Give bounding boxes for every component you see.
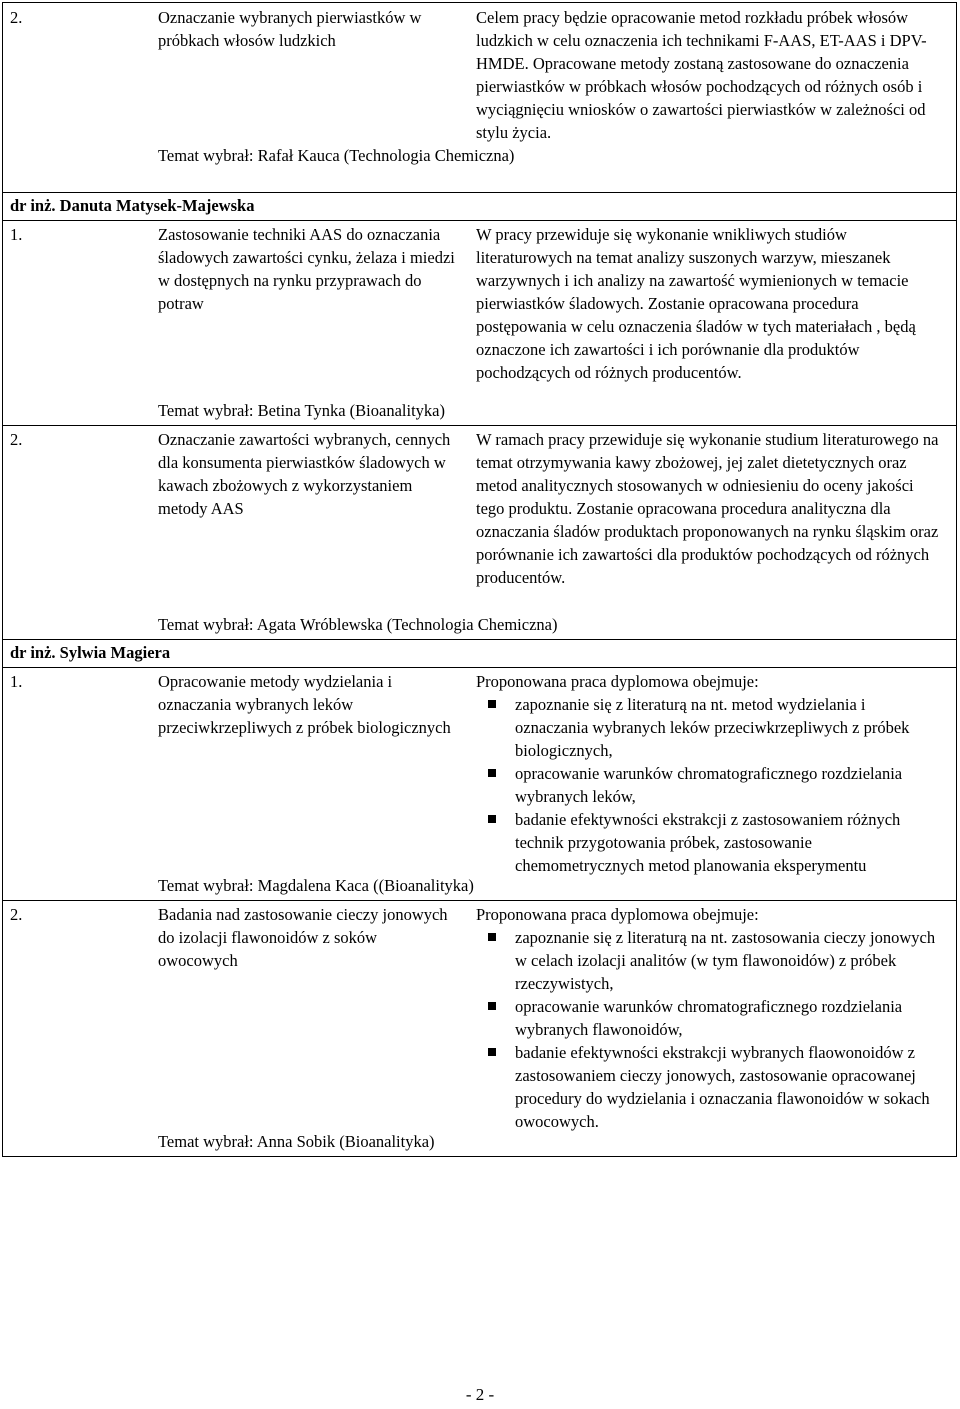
topic-title: Oznaczanie zawartości wybranych, cennych dla konsumenta pierwiastków śladowych w kawach zbożowych z wykorzystaniem metody AAS (158, 430, 451, 518)
bullet-list (476, 693, 942, 877)
bullet-item: zapoznanie się z literaturą na nt. metod wydzielania i oznaczania wybranych leków przeciwkrzepliwych z próbek biologicznych, (476, 693, 942, 762)
page-number: - 2 - (465, 1385, 495, 1404)
topic-cell (3, 668, 957, 901)
bullet-item: badanie efektywności ekstrakcji wybranych flaowonoidów z zastosowaniem cieczy jonowych, zastosowanie opracowanej procedury do wydzielania i oznaczania flawonoidów w sokach owocowych. (476, 1041, 942, 1133)
topic-chosen-by: Temat wybrał: Agata Wróblewska (Technologia Chemiczna) (158, 615, 558, 634)
topic-description (476, 670, 956, 877)
topic-chosen-by: Temat wybrał: Betina Tynka (Bioanalityka) (158, 401, 445, 420)
topic-title: Oznaczanie wybranych pierwiastków w próbkach włosów ludzkich (158, 8, 422, 50)
supervisor-name: dr inż. Danuta Matysek-Majewska (10, 196, 255, 215)
topic-cell (3, 3, 957, 193)
bullet-item: opracowanie warunków chromatograficznego rozdzielania wybranych leków, (476, 762, 942, 808)
topic-description: W ramach pracy przewiduje się wykonanie studium literaturowego na temat otrzymywania kawy zbożowej, jej zalet dietetycznych oraz metod analitycznych stosowanych w odniesieniu do oceny jakości tego produktu. Zostanie opracowana procedura analityczna dla oznaczania śladów produktach proponowanych na rynku śląskim oraz porównanie ich zawartości dla produktów pochodzących od różnych producentów. (476, 430, 939, 587)
topic-cell (3, 901, 957, 1157)
topic-chosen-by: Temat wybrał: Anna Sobik (Bioanalityka) (158, 1132, 435, 1151)
topic-number: 2. (10, 905, 23, 924)
supervisor-row (3, 193, 957, 221)
topic-title: Zastosowanie techniki AAS do oznaczania śladowych zawartości cynku, żelaza i miedzi w dostępnych na rynku przyprawach do potraw (158, 225, 455, 313)
bullet-item: opracowanie warunków chromatograficznego rozdzielania wybranych flawonoidów, (476, 995, 942, 1041)
topic-number: 1. (10, 225, 23, 244)
topic-description: W pracy przewiduje się wykonanie wnikliwych studiów literaturowych na temat analizy suszonych warzyw, mieszanek warzywnych i ich analizy na zawartość wymienionych w temacie pierwiastków śladowych. Zostanie opracowana procedura postępowania w celu oznaczenia śladów w tych materiałach , będą oznaczone ich zawartości i ich porównanie dla produktów pochodzących od różnych producentów. (476, 225, 916, 382)
topic-chosen-by: Temat wybrał: Rafał Kauca (Technologia Chemiczna) (158, 146, 515, 165)
topic-intro: Proponowana praca dyplomowa obejmuje: (476, 905, 759, 924)
topic-cell (3, 426, 957, 640)
topic-chosen-by: Temat wybrał: Magdalena Kaca ((Bioanalityka) (158, 876, 474, 895)
topic-intro: Proponowana praca dyplomowa obejmuje: (476, 672, 759, 691)
topic-title: Badania nad zastosowanie cieczy jonowych do izolacji flawonoidów z soków owocowych (158, 905, 448, 970)
topic-description: Celem pracy będzie opracowanie metod rozkładu próbek włosów ludzkich w celu oznaczenia ich technikami F-AAS, ET-AAS i DPV-HMDE. Opracowane metody zostaną zastosowane do oznaczenia pierwiastków w próbkach włosów pochodzących od różnych osób i wyciągnięciu wniosków o zawartości pierwiastków w zależności od stylu życia. (476, 8, 927, 142)
bullet-item: zapoznanie się z literaturą na nt. zastosowania cieczy jonowych w celach izolacji analitów (w tym flawonoidów) z próbek rzeczywistych, (476, 926, 942, 995)
supervisor-row (3, 640, 957, 668)
topics-table (2, 2, 957, 1157)
topic-number: 2. (10, 430, 23, 449)
topic-cell (3, 221, 957, 426)
bullet-list (476, 926, 942, 1133)
topic-title: Opracowanie metody wydzielania i oznaczania wybranych leków przeciwkrzepliwych z próbek biologicznych (158, 672, 451, 737)
topic-description (476, 903, 956, 1133)
topic-number: 2. (10, 8, 23, 27)
bullet-item: badanie efektywności ekstrakcji z zastosowaniem różnych technik przygotowania próbek, zastosowanie chemometrycznych metod planowania eksperymentu (476, 808, 942, 877)
topic-number: 1. (10, 672, 23, 691)
supervisor-name: dr inż. Sylwia Magiera (10, 643, 171, 662)
